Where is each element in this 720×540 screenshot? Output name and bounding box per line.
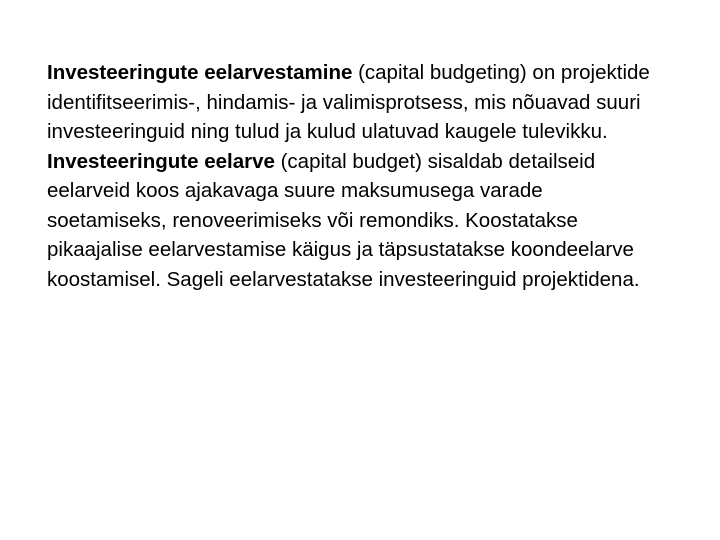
definition-capital-budget: (capital budget) sisaldab detailseid eelarveid koos ajakavaga suure maksumusega varade soetamiseks, renoveerimiseks või remondiks. Koostatakse pikaajalise eelarvestamise käigus ja täpsustatakse koondeelarve koostamisel. Sageli eelarvestatakse investeeringuid projektidena. bbox=[47, 149, 640, 291]
text-block bbox=[47, 58, 667, 294]
term-capital-budgeting: Investeeringute eelarvestamine bbox=[47, 61, 353, 84]
term-capital-budget: Investeeringute eelarve bbox=[47, 149, 275, 173]
definition-capital-budgeting: (capital budgeting) on projektide identifitseerimis-, hindamis- ja valimisprotsess, mis nõuavad suuri investeeringuid ning tulud ja kulud ulatuvad kaugele tulevikku. bbox=[47, 61, 650, 143]
paragraph-capital-budget bbox=[47, 147, 667, 295]
paragraph-capital-budgeting bbox=[47, 58, 667, 147]
